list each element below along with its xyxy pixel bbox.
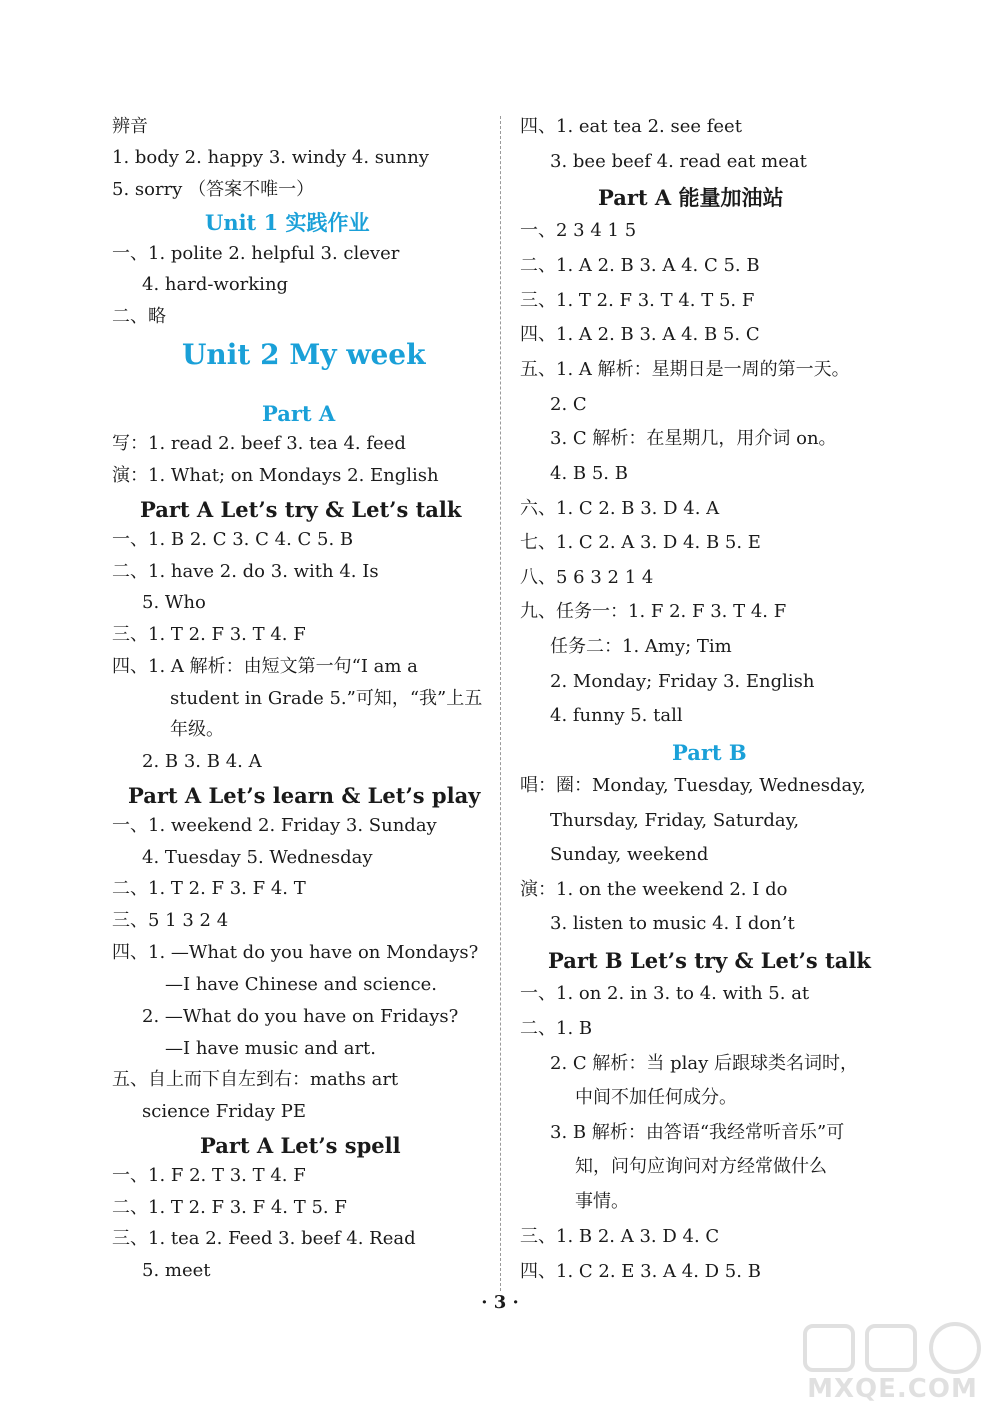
- answer-line: 4. funny 5. tall: [550, 705, 683, 726]
- answer-line: 知，问句应询问对方经常做什么: [575, 1156, 827, 1177]
- answer-line: 三、1. T 2. F 3. T 4. T 5. F: [520, 290, 755, 311]
- answer-line: 5. Who: [142, 592, 206, 613]
- answer-line: science Friday PE: [142, 1101, 307, 1122]
- answer-line: 五、自上而下自左到右：maths art: [112, 1069, 399, 1090]
- answer-line: 八、5 6 3 2 1 4: [520, 567, 654, 588]
- answer-line: 唱：圈：Monday, Tuesday, Wednesday,: [520, 775, 866, 796]
- watermark-logo: [795, 1320, 990, 1405]
- answer-line: 四、1. —What do you have on Mondays?: [112, 942, 479, 963]
- answer-line: 三、1. T 2. F 3. T 4. F: [112, 624, 306, 645]
- answer-line: student in Grade 5.”可知，“我”上五: [170, 688, 483, 709]
- answer-line: 二、略: [112, 306, 166, 327]
- section-heading: Part A Let’s try & Let’s talk: [140, 497, 462, 522]
- section-heading: Part A Let’s learn & Let’s play: [128, 783, 481, 808]
- section-heading: Part A Let’s spell: [200, 1133, 401, 1158]
- answer-line: 二、1. have 2. do 3. with 4. Is: [112, 561, 379, 582]
- section-heading: Part A 能量加油站: [598, 185, 784, 210]
- answer-line: 写：1. read 2. beef 3. tea 4. feed: [112, 433, 406, 454]
- answer-line: 四、1. A 解析：由短文第一句“I am a: [112, 656, 418, 677]
- answer-line: 2. Monday; Friday 3. English: [550, 671, 815, 692]
- section-heading: Part B Let’s try & Let’s talk: [548, 948, 871, 973]
- part-a-heading: Part A: [262, 401, 336, 426]
- answer-line: 一、1. weekend 2. Friday 3. Sunday: [112, 815, 437, 836]
- answer-line: 4. Tuesday 5. Wednesday: [142, 847, 373, 868]
- column-divider: [500, 116, 501, 1291]
- watermark-text: MXQE.COM: [807, 1374, 978, 1404]
- answer-line: 3. listen to music 4. I don’t: [550, 913, 795, 934]
- answer-line: 事情。: [575, 1191, 629, 1212]
- answer-line: 3. bee beef 4. read eat meat: [550, 151, 807, 172]
- answer-line: 一、2 3 4 1 5: [520, 220, 637, 241]
- answer-line: 四、1. C 2. E 3. A 4. D 5. B: [520, 1261, 761, 1282]
- answer-line: 4. hard-working: [142, 274, 289, 295]
- answer-line: 5. meet: [142, 1260, 211, 1281]
- answer-line: 七、1. C 2. A 3. D 4. B 5. E: [520, 532, 761, 553]
- answer-line: Thursday, Friday, Saturday,: [550, 810, 800, 831]
- answer-line: 年级。: [170, 719, 224, 740]
- answer-line: 二、1. A 2. B 3. A 4. C 5. B: [520, 255, 760, 276]
- answer-line: 一、1. B 2. C 3. C 4. C 5. B: [112, 529, 354, 550]
- answer-line: 演：1. What; on Mondays 2. English: [112, 465, 439, 486]
- unit1-practice-heading: Unit 1 实践作业: [205, 210, 370, 235]
- answer-line: —I have Chinese and science.: [165, 974, 438, 995]
- answer-line: Sunday, weekend: [550, 844, 709, 865]
- answer-line: 四、1. A 2. B 3. A 4. B 5. C: [520, 324, 760, 345]
- answer-line: 2. C 解析：当 play 后跟球类名词时，: [550, 1053, 859, 1074]
- answer-line: 三、5 1 3 2 4: [112, 910, 229, 931]
- answer-line: 二、1. T 2. F 3. F 4. T 5. F: [112, 1197, 347, 1218]
- answer-line: 一、1. on 2. in 3. to 4. with 5. at: [520, 983, 810, 1004]
- answer-line: 4. B 5. B: [550, 463, 628, 484]
- answer-line: 九、任务一：1. F 2. F 3. T 4. F: [520, 601, 787, 622]
- answer-line: 四、1. eat tea 2. see feet: [520, 116, 742, 137]
- answer-line: 二、1. B: [520, 1018, 593, 1039]
- answer-line: 2. B 3. B 4. A: [142, 751, 262, 772]
- answer-line: 3. C 解析：在星期几，用介词 on。: [550, 428, 837, 449]
- answer-line: 一、1. F 2. T 3. T 4. F: [112, 1165, 306, 1186]
- answer-line: —I have music and art.: [165, 1038, 377, 1059]
- page-number: · 3 ·: [481, 1292, 519, 1313]
- answer-line: 六、1. C 2. B 3. D 4. A: [520, 498, 720, 519]
- answer-line: 一、1. polite 2. helpful 3. clever: [112, 243, 400, 264]
- answer-line: 二、1. T 2. F 3. F 4. T: [112, 878, 306, 899]
- answer-line: 5. sorry （答案不唯一）: [112, 179, 315, 200]
- answer-line: 2. C: [550, 394, 587, 415]
- answer-line: 2. —What do you have on Fridays?: [142, 1006, 459, 1027]
- answer-line: 五、1. A 解析：星期日是一周的第一天。: [520, 359, 850, 380]
- watermark-badge-icon: [795, 1320, 990, 1380]
- answer-line: 三、1. tea 2. Feed 3. beef 4. Read: [112, 1228, 416, 1249]
- answer-line: 中间不加任何成分。: [575, 1087, 737, 1108]
- answer-line: 三、1. B 2. A 3. D 4. C: [520, 1226, 720, 1247]
- unit2-title: Unit 2 My week: [182, 338, 426, 371]
- answer-line: 1. body 2. happy 3. windy 4. sunny: [112, 147, 429, 168]
- part-b-heading: Part B: [672, 740, 747, 765]
- answer-line: 演：1. on the weekend 2. I do: [520, 879, 788, 900]
- answer-line: 任务二：1. Amy; Tim: [550, 636, 732, 657]
- section-label-bianyin: 辨音: [112, 116, 148, 137]
- answer-line: 3. B 解析：由答语“我经常听音乐”可: [550, 1122, 845, 1143]
